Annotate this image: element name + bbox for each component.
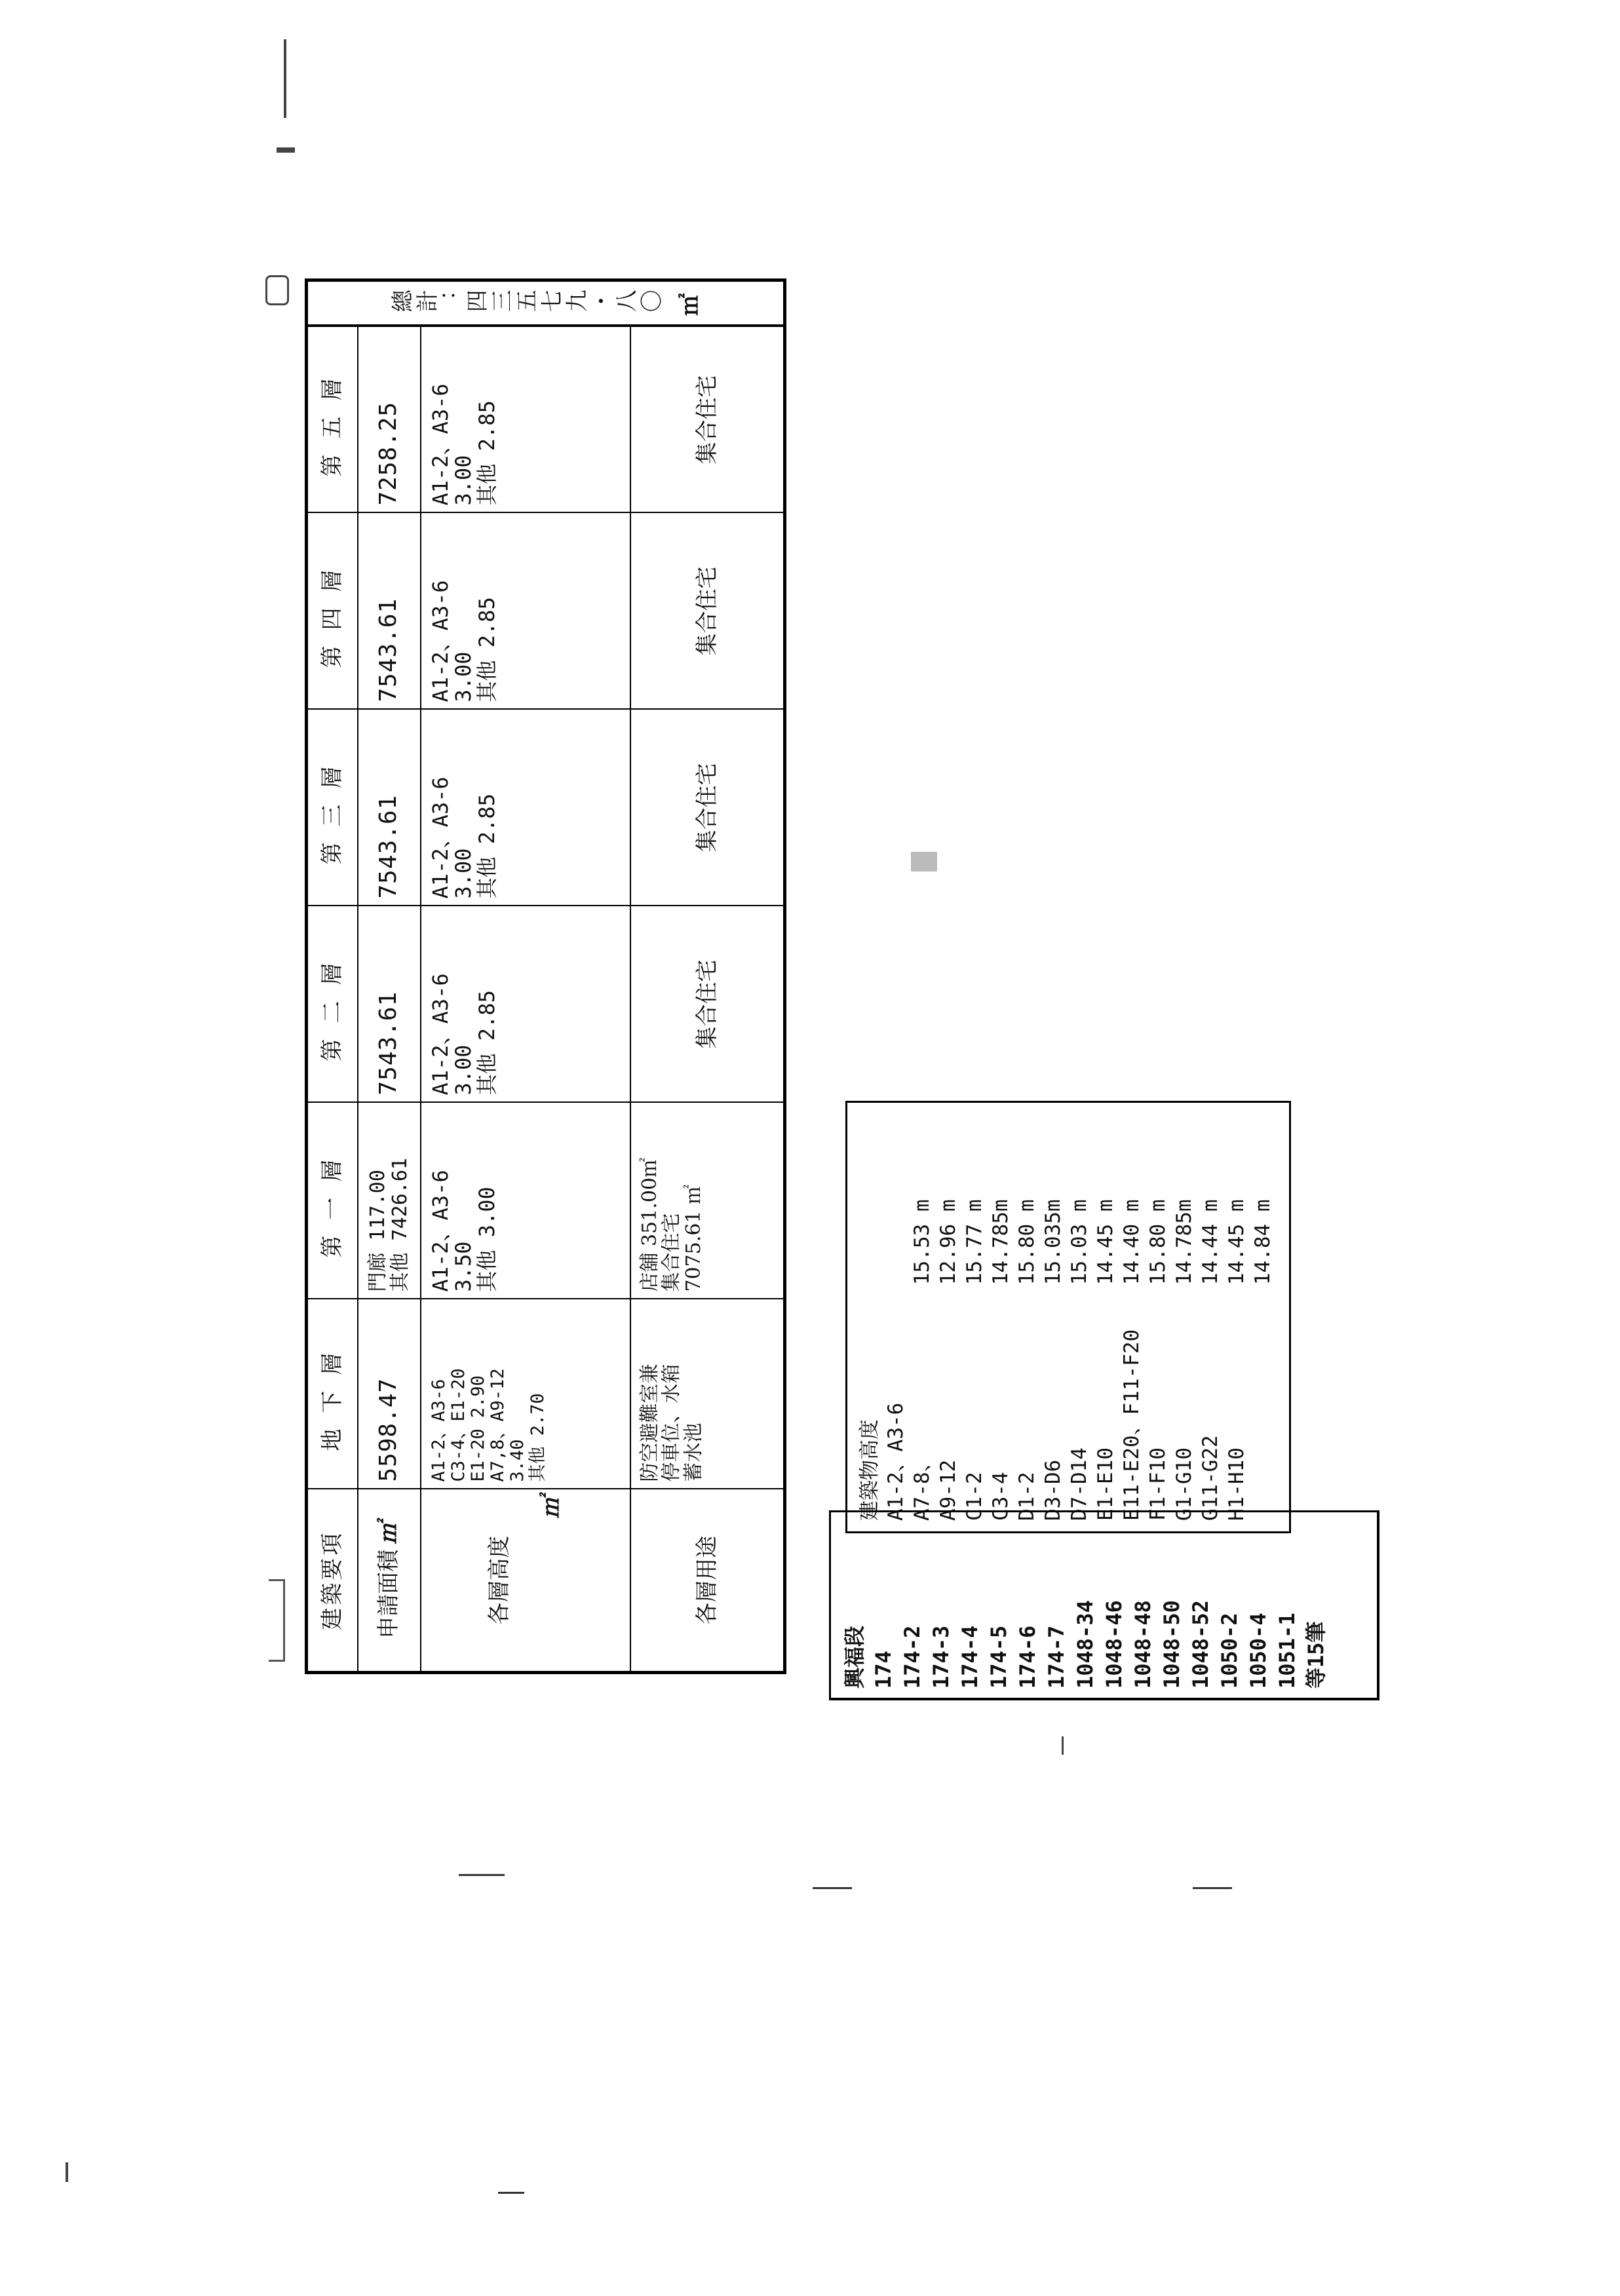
lots-title: 興福段 bbox=[842, 1625, 867, 1689]
scan-mark bbox=[66, 2162, 68, 2182]
column-header: 第四層 bbox=[307, 513, 358, 710]
height-label: F1-F10 bbox=[1146, 1447, 1170, 1521]
list-item: 1048-46 bbox=[1102, 1600, 1127, 1689]
list-item: 等15筆 bbox=[1303, 1621, 1328, 1689]
list-item bbox=[1171, 1113, 1197, 1521]
column-header: 建築要項 bbox=[307, 1489, 358, 1673]
table-cell: A1-2、A3-6 3.00 其他 2.85 bbox=[421, 513, 630, 710]
height-label: E11-E20、F11-F20 bbox=[1120, 1329, 1144, 1521]
building-specs-table-wrapper bbox=[305, 282, 783, 1674]
list-item bbox=[1040, 1113, 1066, 1521]
table-cell: 門廊 117.00 其他 7426.61 bbox=[358, 1103, 421, 1299]
row-label bbox=[421, 1489, 630, 1673]
table-cell: 集合住宅 bbox=[630, 326, 785, 513]
row-label: 各層用途 bbox=[630, 1489, 785, 1673]
scan-mark bbox=[277, 147, 295, 153]
list-item bbox=[909, 1113, 935, 1521]
height-label: C3-4 bbox=[989, 1472, 1013, 1521]
height-label bbox=[1250, 1285, 1276, 1521]
list-item bbox=[1197, 1113, 1224, 1521]
list-item bbox=[935, 1113, 961, 1521]
list-item bbox=[988, 1113, 1014, 1521]
height-value: 15.77 m bbox=[963, 1199, 986, 1285]
scan-mark bbox=[498, 2192, 524, 2194]
table-cell: 7543.61 bbox=[358, 906, 421, 1103]
total-area: 總計：四三五七九・八〇 bbox=[390, 290, 665, 316]
height-value: 15.03 m bbox=[1068, 1199, 1091, 1285]
list-item: 174-5 bbox=[986, 1625, 1011, 1689]
height-value: 14.45 m bbox=[1225, 1199, 1248, 1285]
scan-mark bbox=[1062, 1736, 1064, 1755]
total-area-cell bbox=[307, 280, 785, 326]
table-cell: 7258.25 bbox=[358, 326, 421, 513]
height-value: 12.96 m bbox=[936, 1199, 960, 1285]
list-item: 174-4 bbox=[957, 1625, 982, 1689]
height-label: D1-2 bbox=[1015, 1472, 1039, 1521]
unit-mark: ㎡ bbox=[376, 1521, 402, 1544]
table-row bbox=[630, 280, 785, 1673]
column-header: 第三層 bbox=[307, 710, 358, 906]
building-specs-table bbox=[305, 278, 786, 1674]
heights-list bbox=[883, 1113, 1276, 1521]
height-label: H1-H10 bbox=[1225, 1447, 1248, 1521]
height-value: 14.45 m bbox=[1094, 1199, 1117, 1285]
row-label bbox=[358, 1489, 421, 1673]
list-item bbox=[1014, 1113, 1040, 1521]
list-item bbox=[1119, 1113, 1145, 1521]
list-item bbox=[1224, 1113, 1250, 1521]
table-cell: A1-2、A3-6 C3-4、E1-20 E1-20 2.90 A7,8、A9-12 3.40 其他 2.70 bbox=[421, 1299, 630, 1489]
scan-mark bbox=[265, 275, 289, 305]
table-cell: A1-2、A3-6 3.00 其他 2.85 bbox=[421, 906, 630, 1103]
table-cell: 集合住宅 bbox=[630, 710, 785, 906]
height-value: 14.84 m bbox=[1251, 1199, 1275, 1285]
table-cell: A1-2、A3-6 3.00 其他 2.85 bbox=[421, 710, 630, 906]
list-item: 1048-50 bbox=[1159, 1600, 1184, 1689]
building-heights-box bbox=[845, 1101, 1291, 1533]
list-item: 174-3 bbox=[929, 1625, 954, 1689]
height-value: 15.035m bbox=[1041, 1199, 1065, 1285]
table-row bbox=[421, 280, 630, 1673]
list-item: 174-2 bbox=[900, 1625, 925, 1689]
column-header: 第一層 bbox=[307, 1103, 358, 1299]
table-cell: 7543.61 bbox=[358, 710, 421, 906]
land-lots-box bbox=[829, 1510, 1379, 1700]
height-label: D3-D6 bbox=[1041, 1459, 1065, 1521]
height-label: A9-12 bbox=[936, 1459, 960, 1521]
table-cell: A1-2、A3-6 3.00 其他 2.85 bbox=[421, 326, 630, 513]
list-item bbox=[1250, 1113, 1276, 1521]
height-value: 14.785m bbox=[1172, 1199, 1196, 1285]
scan-mark bbox=[284, 39, 286, 118]
column-header: 第二層 bbox=[307, 906, 358, 1103]
building-heights-wrapper bbox=[845, 1101, 1291, 1533]
scan-mark bbox=[269, 1579, 285, 1662]
table-cell: 防空避難室兼 停車位、水箱 蓄水池 bbox=[630, 1299, 785, 1489]
height-value: 14.785m bbox=[989, 1199, 1013, 1285]
total-unit: ㎡ bbox=[676, 290, 703, 316]
heights-title: 建築物高度 bbox=[858, 1419, 881, 1521]
scan-mark bbox=[911, 852, 937, 871]
height-label: G1-G10 bbox=[1172, 1447, 1196, 1521]
height-value: 15.80 m bbox=[1146, 1199, 1170, 1285]
scan-mark bbox=[813, 1887, 852, 1889]
list-item: 1051-1 bbox=[1275, 1613, 1300, 1689]
list-item bbox=[883, 1113, 909, 1521]
table-header-row bbox=[307, 280, 358, 1673]
height-value: 15.80 m bbox=[1015, 1199, 1039, 1285]
list-item bbox=[1145, 1113, 1171, 1521]
height-label: A7-8、 bbox=[910, 1451, 934, 1521]
unit-mark: ㎡ bbox=[537, 1496, 564, 1519]
height-label: D7-D14 bbox=[1068, 1447, 1091, 1521]
height-value: 14.40 m bbox=[1120, 1199, 1144, 1285]
height-label: A1-2、A3-6 bbox=[884, 1402, 908, 1521]
table-cell: A1-2、A3-6 3.50 其他 3.00 bbox=[421, 1103, 630, 1299]
list-item bbox=[1092, 1113, 1119, 1521]
list-item: 174-7 bbox=[1044, 1625, 1069, 1689]
column-header: 地下層 bbox=[307, 1299, 358, 1489]
list-item: 1050-4 bbox=[1246, 1613, 1271, 1689]
table-cell: 5598.47 bbox=[358, 1299, 421, 1489]
table-row bbox=[358, 280, 421, 1673]
list-item: 174-6 bbox=[1015, 1625, 1040, 1689]
height-label: C1-2 bbox=[963, 1472, 986, 1521]
column-header: 第五層 bbox=[307, 326, 358, 513]
land-lots-wrapper bbox=[829, 1533, 1357, 1700]
height-value bbox=[883, 1113, 909, 1285]
list-item: 1048-52 bbox=[1188, 1600, 1213, 1689]
list-item: 1048-34 bbox=[1073, 1600, 1098, 1689]
height-label: E1-E10 bbox=[1094, 1447, 1117, 1521]
scan-mark bbox=[1193, 1887, 1232, 1889]
list-item: 1048-48 bbox=[1130, 1600, 1155, 1689]
row-label-text: 各層高度 bbox=[486, 1535, 513, 1625]
table-cell: 集合住宅 bbox=[630, 906, 785, 1103]
list-item: 1050-2 bbox=[1217, 1613, 1242, 1689]
height-value: 15.53 m bbox=[910, 1199, 934, 1285]
list-item bbox=[1066, 1113, 1092, 1521]
table-cell: 店舖 351.00㎡ 集合住宅 7075.61 ㎡ bbox=[630, 1103, 785, 1299]
scan-mark bbox=[459, 1874, 505, 1876]
list-item bbox=[961, 1113, 988, 1521]
height-value: 14.44 m bbox=[1199, 1199, 1222, 1285]
height-label: G11-G22 bbox=[1199, 1435, 1222, 1521]
table-cell: 7543.61 bbox=[358, 513, 421, 710]
row-label-text: 申請面積 bbox=[376, 1549, 402, 1639]
list-item: 174 bbox=[871, 1651, 896, 1689]
table-cell: 集合住宅 bbox=[630, 513, 785, 710]
